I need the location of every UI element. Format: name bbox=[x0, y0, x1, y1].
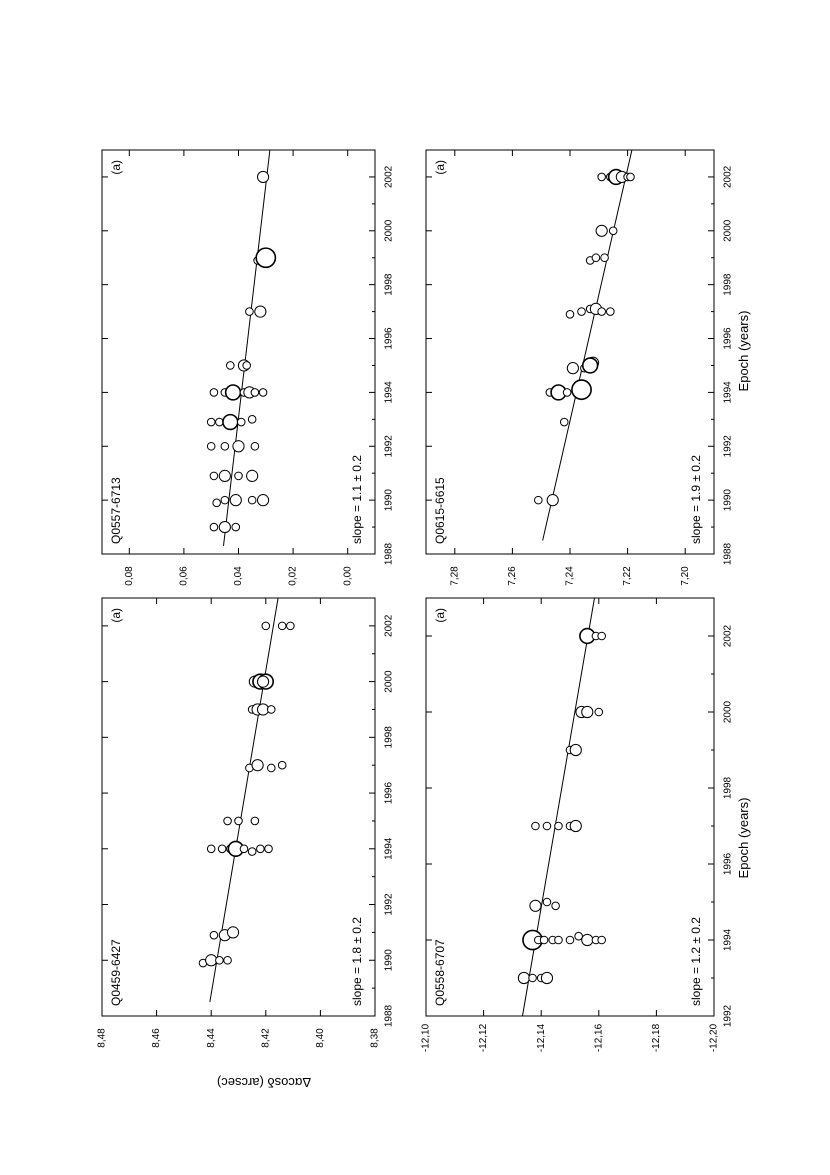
x-tick-label: 1992 bbox=[383, 893, 395, 916]
data-point bbox=[257, 676, 268, 687]
data-point bbox=[213, 499, 221, 507]
data-point bbox=[232, 523, 240, 531]
data-point bbox=[252, 760, 263, 771]
data-point bbox=[251, 442, 259, 450]
data-point bbox=[219, 470, 230, 481]
data-point bbox=[256, 248, 275, 267]
data-point bbox=[237, 418, 245, 426]
data-point bbox=[235, 472, 243, 480]
y-tick-label: 8,42 bbox=[260, 1028, 272, 1048]
data-point bbox=[262, 622, 270, 630]
data-point bbox=[243, 362, 251, 370]
data-point bbox=[535, 496, 543, 504]
y-tick-label: 7,28 bbox=[449, 566, 461, 586]
data-point bbox=[582, 706, 593, 717]
data-point bbox=[223, 415, 238, 430]
data-point bbox=[278, 761, 286, 769]
data-point bbox=[265, 845, 273, 853]
x-tick-label: 1994 bbox=[722, 381, 734, 404]
panel-q0459-6427 bbox=[97, 598, 395, 1048]
data-point bbox=[555, 822, 563, 830]
y-tick-label: 7,20 bbox=[679, 566, 691, 586]
data-point bbox=[221, 496, 229, 504]
data-point bbox=[278, 622, 286, 630]
x-tick-label: 2002 bbox=[383, 165, 395, 189]
fit-line bbox=[223, 150, 269, 546]
data-point bbox=[596, 225, 607, 236]
data-point bbox=[230, 495, 241, 506]
y-tick-label: 8,40 bbox=[315, 1028, 327, 1048]
y-tick-label: 0,08 bbox=[123, 566, 135, 586]
data-point bbox=[552, 902, 560, 910]
data-point bbox=[267, 706, 275, 714]
data-point bbox=[257, 171, 268, 182]
figure-ylabel: Δαcosδ (arcsec) bbox=[216, 1075, 312, 1090]
x-tick-label: 1992 bbox=[722, 1004, 734, 1028]
plot-frame bbox=[426, 150, 714, 554]
x-tick-label: 1996 bbox=[722, 852, 734, 876]
data-point bbox=[607, 308, 615, 316]
data-point bbox=[518, 972, 529, 983]
x-tick-label: 1998 bbox=[722, 273, 734, 296]
data-point bbox=[207, 442, 215, 450]
data-point bbox=[560, 418, 568, 426]
plot-frame bbox=[426, 598, 714, 1016]
panel-name: Q0615-6615 bbox=[433, 477, 447, 544]
data-point bbox=[529, 974, 537, 982]
data-point bbox=[240, 845, 248, 853]
y-tick-label: 0,00 bbox=[342, 566, 354, 586]
x-tick-label: 1988 bbox=[383, 1004, 395, 1028]
x-tick-label: 1998 bbox=[383, 273, 395, 296]
data-point bbox=[227, 927, 238, 938]
y-tick-label: 8,46 bbox=[151, 1028, 163, 1048]
figure-xlabel-right: Epoch (years) bbox=[736, 310, 751, 392]
fit-line bbox=[522, 598, 594, 1016]
data-point bbox=[598, 936, 606, 944]
y-tick-label: 0,02 bbox=[287, 566, 299, 586]
data-point bbox=[246, 308, 254, 316]
data-point bbox=[566, 936, 574, 944]
y-tick-label: 8,48 bbox=[96, 1028, 108, 1048]
x-tick-label: 1988 bbox=[722, 542, 734, 566]
fit-line bbox=[543, 150, 632, 541]
y-tick-label: -12,10 bbox=[420, 1023, 432, 1053]
x-tick-label: 1998 bbox=[722, 776, 734, 800]
y-tick-label: 0,06 bbox=[178, 566, 190, 586]
figure-xlabel: Epoch (years) bbox=[736, 797, 751, 879]
data-point bbox=[609, 227, 617, 235]
data-point bbox=[555, 936, 563, 944]
data-point bbox=[207, 418, 215, 426]
x-tick-label: 1988 bbox=[383, 542, 395, 566]
x-tick-label: 2000 bbox=[722, 700, 734, 724]
data-point bbox=[601, 254, 609, 262]
x-tick-label: 2002 bbox=[383, 614, 395, 637]
y-tick-label: 7,24 bbox=[564, 566, 576, 586]
x-tick-label: 1998 bbox=[383, 726, 395, 749]
x-tick-label: 1990 bbox=[383, 949, 395, 972]
y-tick-label: -12,16 bbox=[593, 1023, 605, 1053]
data-point bbox=[570, 744, 581, 755]
data-point bbox=[251, 389, 259, 397]
data-point bbox=[627, 173, 635, 181]
panel-name: Q0557-6713 bbox=[109, 477, 123, 544]
plot-frame bbox=[102, 598, 375, 1016]
data-point bbox=[247, 470, 258, 481]
data-point bbox=[572, 380, 591, 399]
data-point bbox=[221, 442, 229, 450]
slope-annotation: slope = 1.9 ± 0.2 bbox=[689, 455, 703, 544]
x-tick-label: 1990 bbox=[383, 489, 395, 512]
panel-q0615-6615 bbox=[426, 150, 734, 586]
x-tick-label: 2000 bbox=[383, 670, 395, 693]
y-tick-label: -12,12 bbox=[478, 1023, 490, 1053]
y-tick-label: 7,22 bbox=[622, 566, 634, 586]
x-tick-label: 1994 bbox=[383, 381, 395, 404]
data-point bbox=[543, 822, 551, 830]
data-point bbox=[210, 931, 218, 939]
data-point bbox=[595, 708, 603, 716]
figure-panels bbox=[97, 150, 734, 1052]
x-tick-label: 1994 bbox=[383, 837, 395, 860]
slope-annotation: slope = 1.1 ± 0.2 bbox=[350, 455, 364, 544]
data-point bbox=[227, 362, 235, 370]
data-point bbox=[583, 358, 598, 373]
panel-label: (a) bbox=[433, 608, 447, 623]
x-tick-label: 2002 bbox=[722, 624, 734, 648]
x-tick-label: 2000 bbox=[383, 219, 395, 242]
data-point bbox=[207, 845, 215, 853]
data-point bbox=[540, 936, 548, 944]
data-point bbox=[235, 817, 243, 825]
panel-name: Q0459-6427 bbox=[109, 939, 123, 1006]
data-point bbox=[248, 848, 256, 856]
plot-frame bbox=[102, 150, 375, 554]
y-tick-label: 8,38 bbox=[369, 1028, 381, 1048]
data-point bbox=[592, 254, 600, 262]
data-point bbox=[248, 416, 256, 424]
data-point bbox=[216, 956, 224, 964]
data-point bbox=[257, 495, 268, 506]
panel-q0557-6713 bbox=[102, 150, 395, 586]
x-tick-label: 1996 bbox=[383, 781, 395, 805]
y-tick-label: 8,44 bbox=[205, 1028, 217, 1048]
data-point bbox=[219, 521, 230, 532]
x-tick-label: 1996 bbox=[722, 327, 734, 350]
data-point bbox=[224, 956, 232, 964]
data-point bbox=[598, 173, 606, 181]
x-tick-label: 1994 bbox=[722, 928, 734, 952]
data-point bbox=[578, 308, 586, 316]
x-tick-label: 1996 bbox=[383, 327, 395, 350]
x-tick-label: 2002 bbox=[722, 165, 734, 189]
data-point bbox=[530, 900, 541, 911]
y-tick-label: -12,18 bbox=[651, 1023, 663, 1053]
data-point bbox=[259, 389, 267, 397]
data-point bbox=[248, 496, 256, 504]
data-point bbox=[210, 472, 218, 480]
y-tick-label: -12,14 bbox=[535, 1023, 547, 1053]
data-point bbox=[267, 764, 275, 772]
y-tick-label: 0,04 bbox=[233, 566, 245, 586]
data-point bbox=[547, 495, 558, 506]
data-point bbox=[216, 418, 224, 426]
x-tick-label: 1990 bbox=[722, 489, 734, 512]
x-tick-label: 1992 bbox=[383, 435, 395, 458]
data-point bbox=[233, 441, 244, 452]
data-point bbox=[226, 385, 241, 400]
data-point bbox=[598, 308, 606, 316]
y-tick-label: 7,26 bbox=[507, 566, 519, 586]
data-point bbox=[582, 934, 593, 945]
x-tick-label: 1992 bbox=[722, 435, 734, 458]
data-point bbox=[210, 389, 218, 397]
data-point bbox=[532, 822, 540, 830]
panel-label: (a) bbox=[109, 160, 123, 175]
data-point bbox=[566, 310, 574, 318]
panel-q0558-6707 bbox=[421, 598, 734, 1052]
panel-name: Q0558-6707 bbox=[433, 939, 447, 1006]
data-point bbox=[287, 622, 295, 630]
x-tick-label: 2000 bbox=[722, 219, 734, 242]
data-point bbox=[224, 817, 232, 825]
fit-line bbox=[210, 598, 278, 1002]
data-point bbox=[255, 306, 266, 317]
y-tick-label: -12,20 bbox=[708, 1023, 720, 1053]
data-point bbox=[543, 898, 551, 906]
data-point bbox=[598, 632, 606, 640]
data-point bbox=[210, 523, 218, 531]
data-point bbox=[251, 817, 259, 825]
panel-label: (a) bbox=[109, 608, 123, 623]
panel-label: (a) bbox=[433, 160, 447, 175]
slope-annotation: slope = 1.8 ± 0.2 bbox=[350, 917, 364, 1006]
data-point bbox=[541, 972, 552, 983]
data-point bbox=[567, 363, 578, 374]
data-point bbox=[570, 820, 581, 831]
data-point bbox=[257, 845, 265, 853]
data-point bbox=[563, 389, 571, 397]
slope-annotation: slope = 1.2 ± 0.2 bbox=[689, 917, 703, 1006]
data-point bbox=[218, 845, 226, 853]
